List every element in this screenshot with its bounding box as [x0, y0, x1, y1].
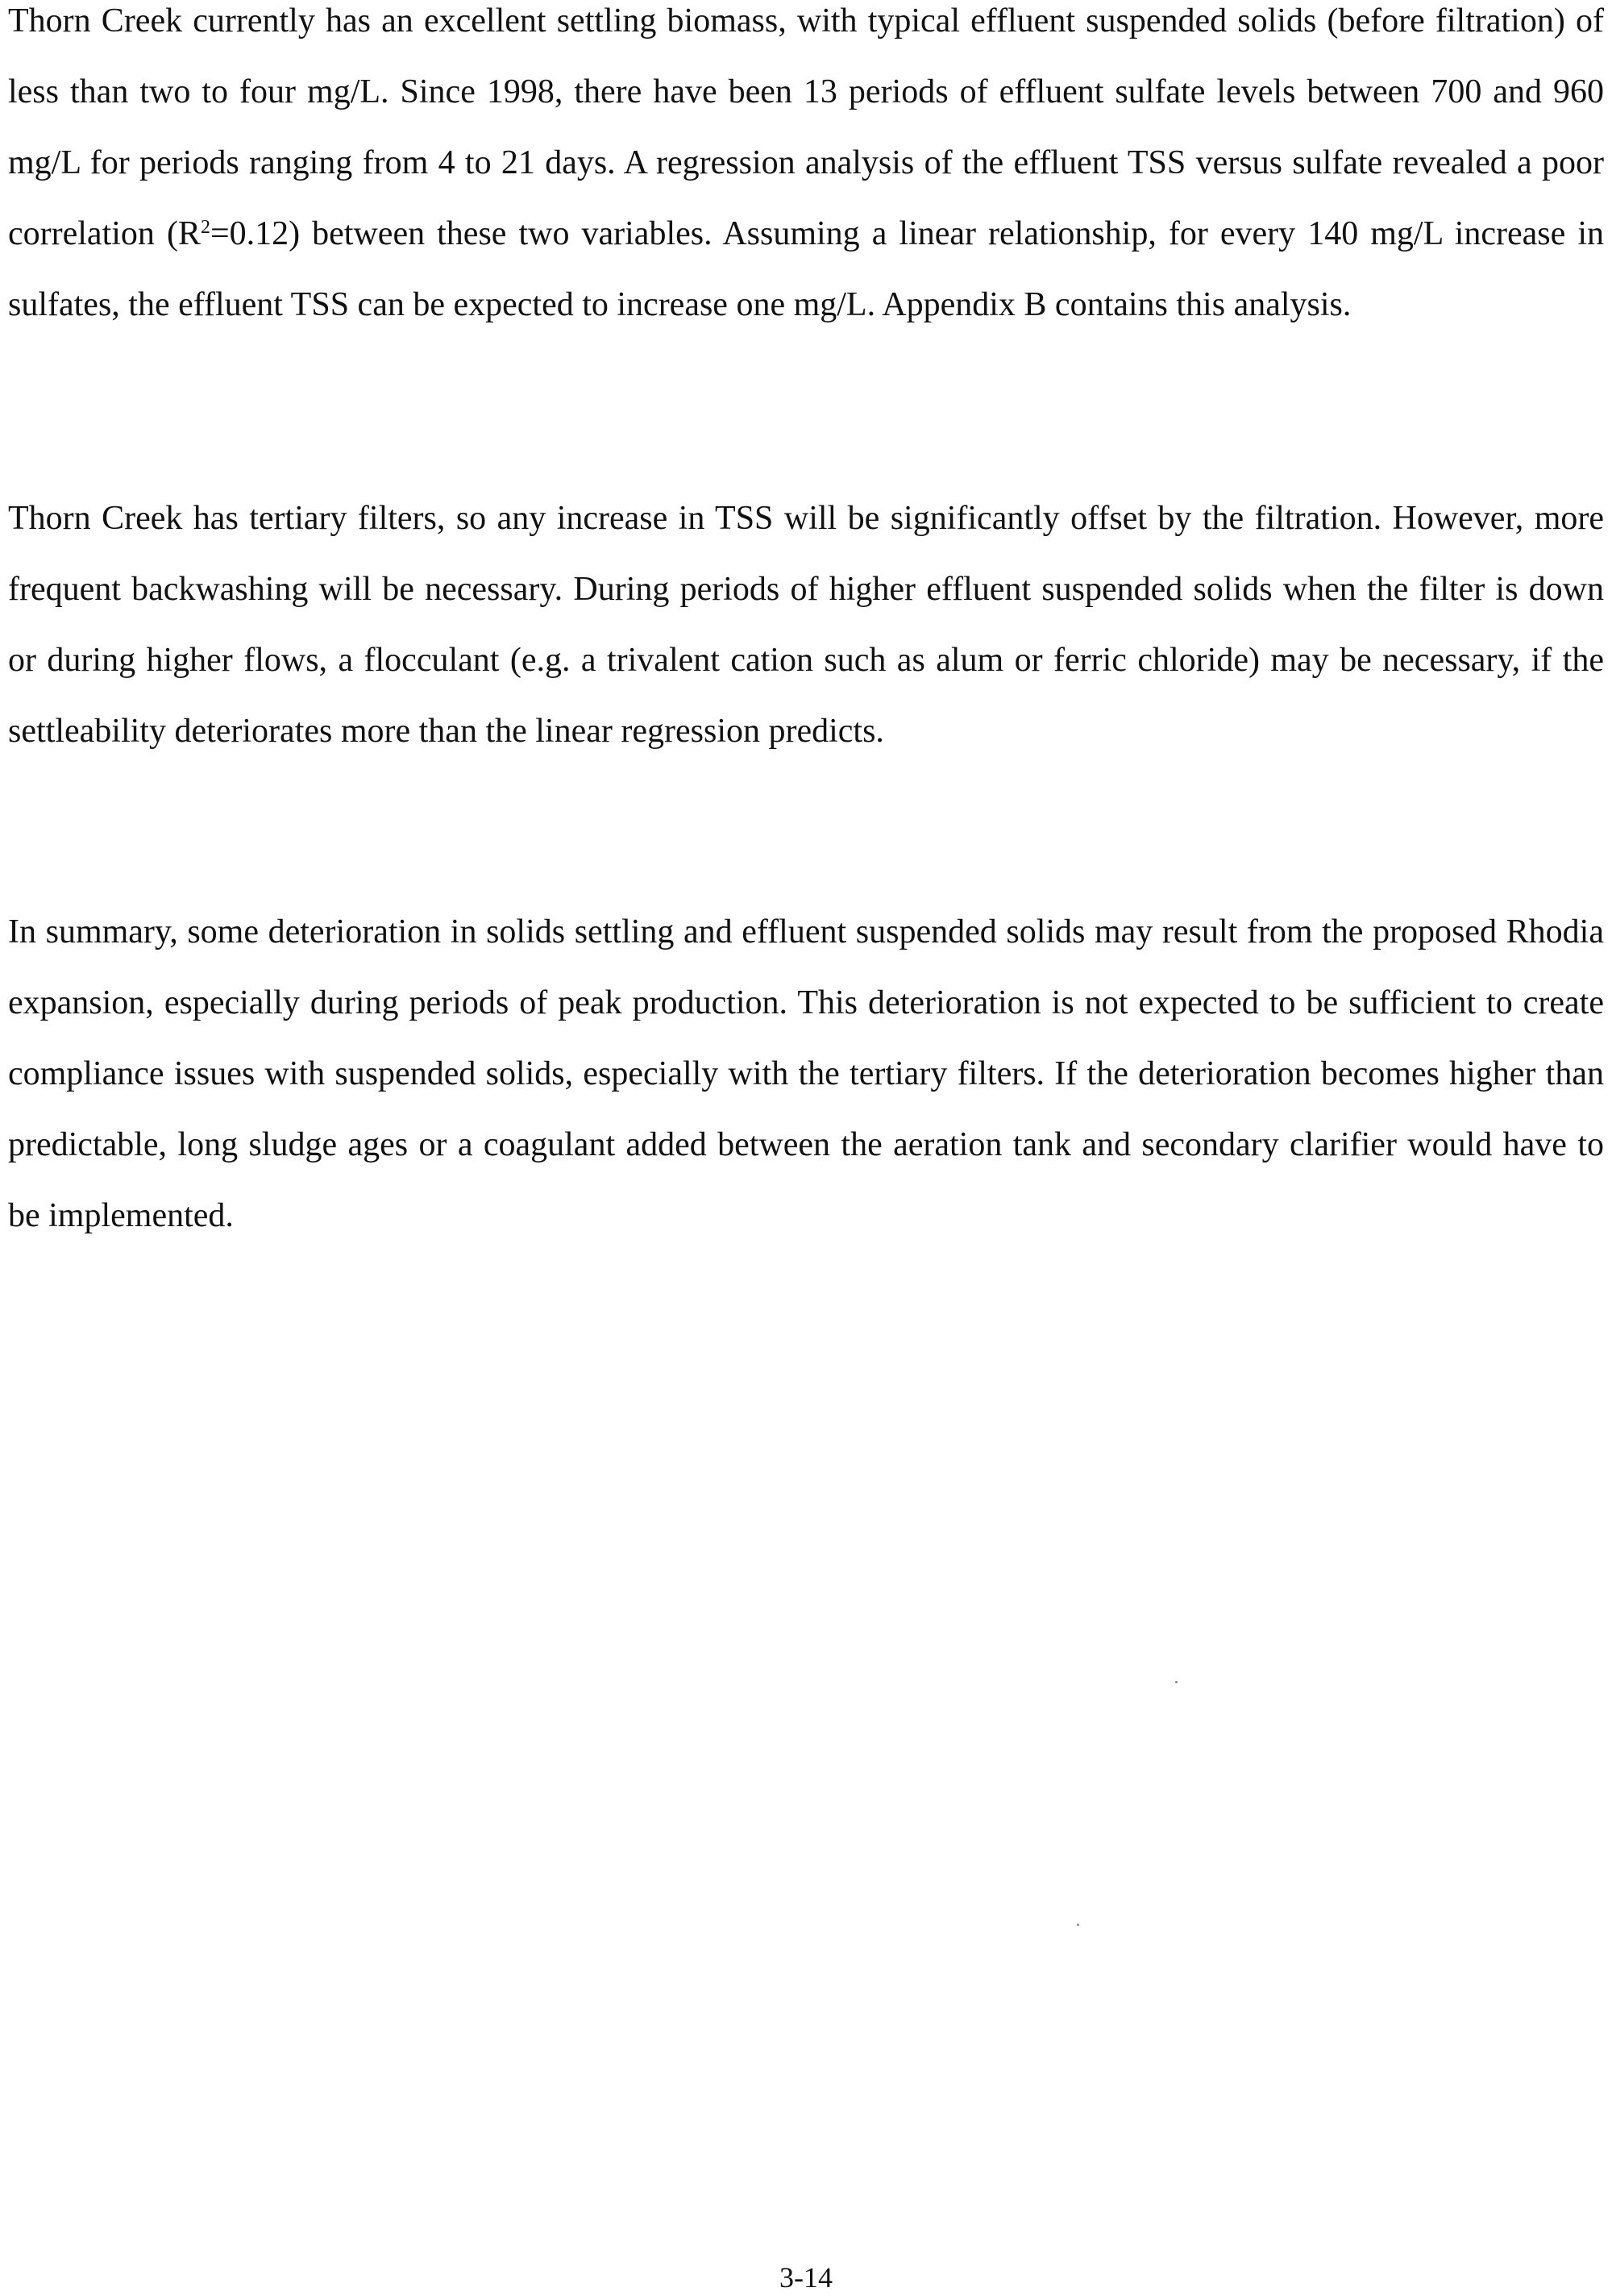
paragraph-effluent-solids-text-b: =0.12) between these two variables. Assuming a linear relationship, for every 140 mg/L increase in sulfates, the effluent TSS can be expected to increase one mg/L. Appendix B contains this analysis.: [8, 215, 1605, 323]
scan-speck: [1175, 1681, 1178, 1683]
paragraph-effluent-solids-text-a: Thorn Creek currently has an excellent settling biomass, with typical effluent suspended solids (before filtration) of less than two to four mg/L. Since 1998, there have been 13 periods of effluent sulfate levels between 700 and 960 mg/L for periods ranging from 4 to 21 days. A regression analysis of the effluent TSS versus sulfate revealed a poor correlation (R: [8, 2, 1604, 252]
scan-speck: [1077, 1924, 1079, 1926]
r-squared-superscript: 2: [200, 217, 210, 238]
paragraph-summary: In summary, some deterioration in solids settling and effluent suspended solids may result from the proposed Rhodia expansion, especially during periods of peak production. This deterioration is not expected to be sufficient to create compliance issues with suspended solids, especially with the tertiary filters. If the deterioration becomes higher than predictable, long sludge ages or a coagulant added between the aeration tank and secondary clarifier would have to be implemented.: [8, 913, 1604, 1234]
page-number: 3-14: [779, 2261, 833, 2294]
paragraph-tertiary-filters: Thorn Creek has tertiary filters, so any increase in TSS will be significantly offset by the filtration. However, more frequent backwashing will be necessary. During periods of higher effluent suspended solids when the filter is down or during higher flows, a flocculant (e.g. a trivalent cation such as alum or ferric chloride) may be necessary, if the settleability deteriorates more than the linear regression predicts.: [8, 500, 1604, 750]
document-page: [8, 0, 1604, 2296]
paragraph-effluent-solids: [8, 0, 1604, 340]
